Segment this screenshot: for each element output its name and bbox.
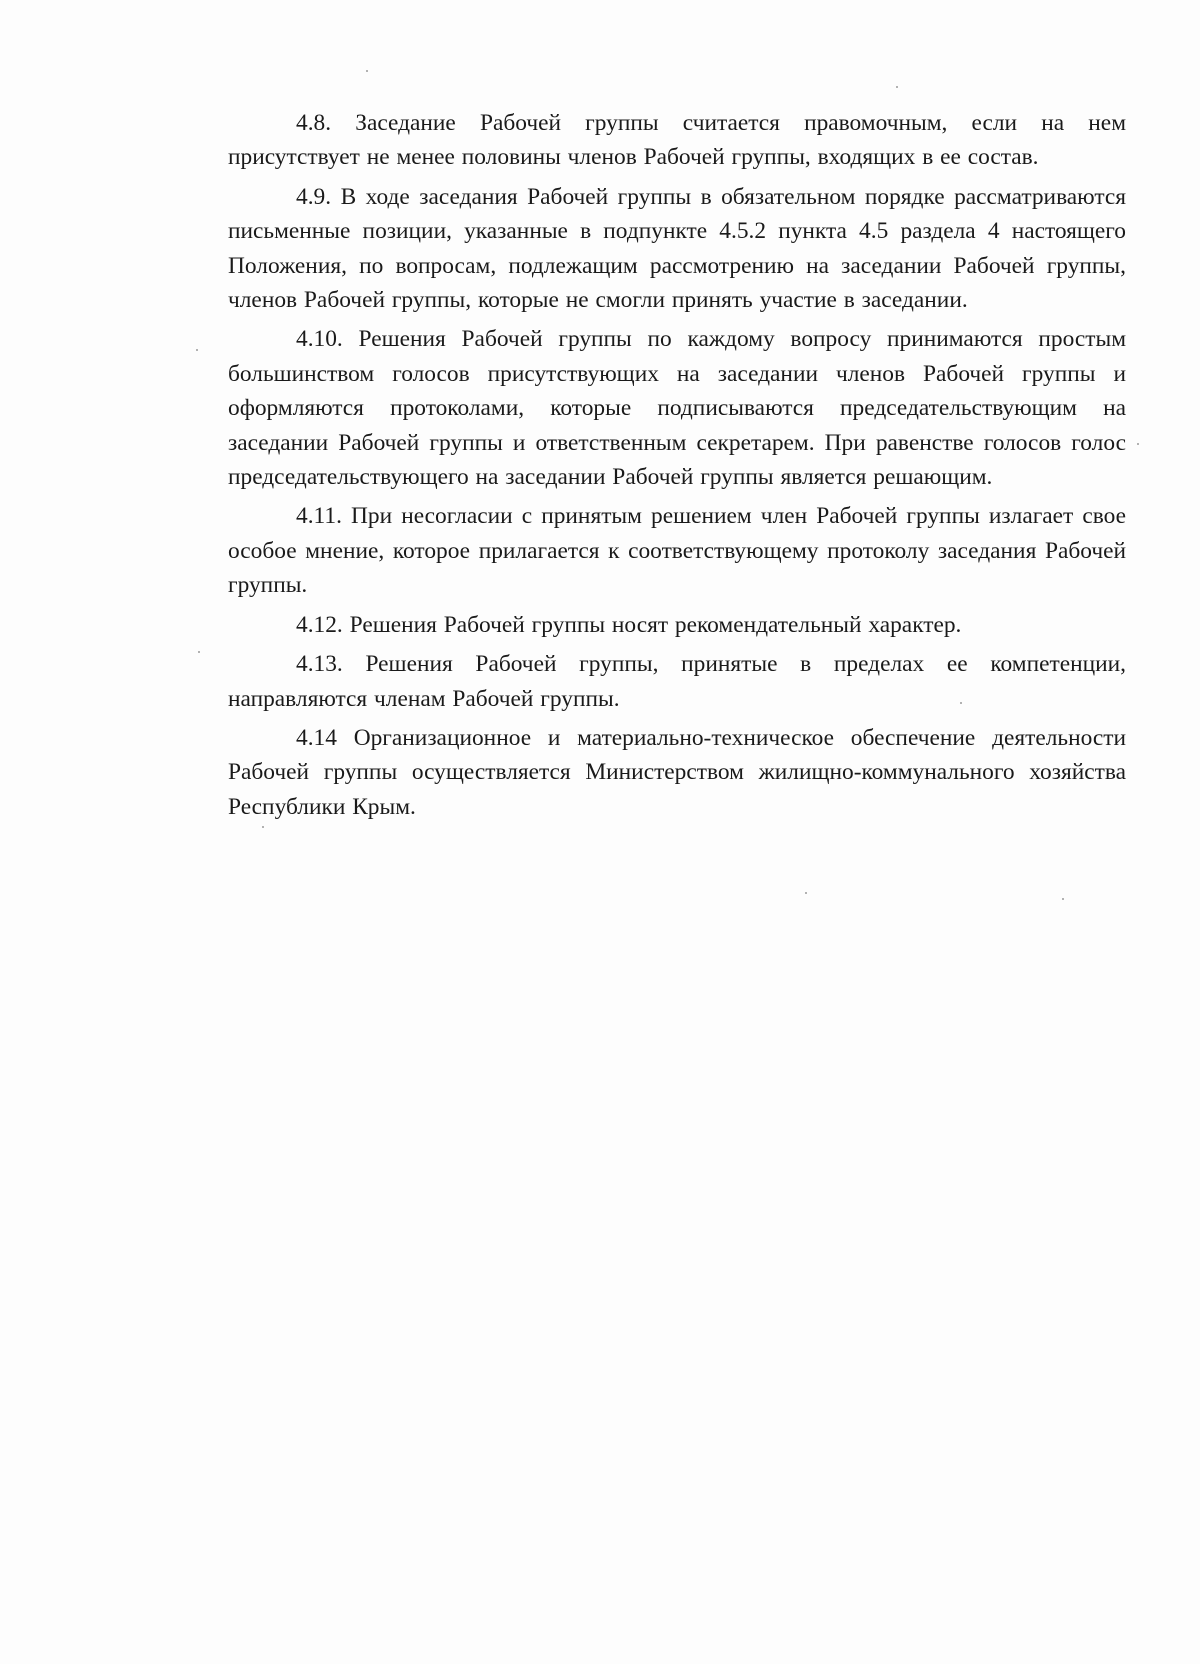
scan-speck [366, 70, 368, 72]
scan-speck [960, 702, 962, 704]
paragraph-4-10: 4.10. Решения Рабочей группы по каждому вопросу принимаются простым большинством голосов присутствующих на заседании членов Рабочей группы и оформляются протоколами, которые подписываются председательствующим на заседании Рабочей группы и ответственным секретарем. При равенстве голосов голос председательствующего на заседании Рабочей группы является решающим. [228, 326, 1126, 491]
paragraph-4-13: 4.13. Решения Рабочей группы, принятые в пределах ее компетенции, направляются членам Рабочей группы. [228, 651, 1126, 712]
scan-speck [1062, 898, 1064, 900]
paragraph-4-12: 4.12. Решения Рабочей группы носят рекомендательный характер. [296, 611, 962, 638]
document-body [228, 106, 1126, 829]
paragraph-4-9: 4.9. В ходе заседания Рабочей группы в обязательном порядке рассматриваются письменные позиции, указанные в подпункте 4.5.2 пункта 4.5 раздела 4 настоящего Положения, по вопросам, подлежащим рассмотрению на заседании Рабочей группы, членов Рабочей группы, которые не смогли принять участие в заседании. [228, 183, 1126, 314]
scan-speck [1137, 443, 1139, 445]
scan-speck [198, 651, 200, 653]
paragraph-4-11: 4.11. При несогласии с принятым решением член Рабочей группы излагает свое особое мнение, которое прилагается к соответствующему протоколу заседания Рабочей группы. [228, 503, 1126, 599]
scan-speck [262, 826, 264, 828]
paragraph-4-14: 4.14 Организационное и материально-техническое обеспечение деятельности Рабочей группы осуществляется Министерством жилищно-коммунального хозяйства Республики Крым. [228, 724, 1126, 820]
scan-speck [896, 86, 898, 88]
scan-speck [805, 892, 807, 894]
paragraph-4-8: 4.8. Заседание Рабочей группы считается правомочным, если на нем присутствует не менее половины членов Рабочей группы, входящих в ее состав. [228, 110, 1126, 171]
scan-speck [196, 349, 198, 351]
